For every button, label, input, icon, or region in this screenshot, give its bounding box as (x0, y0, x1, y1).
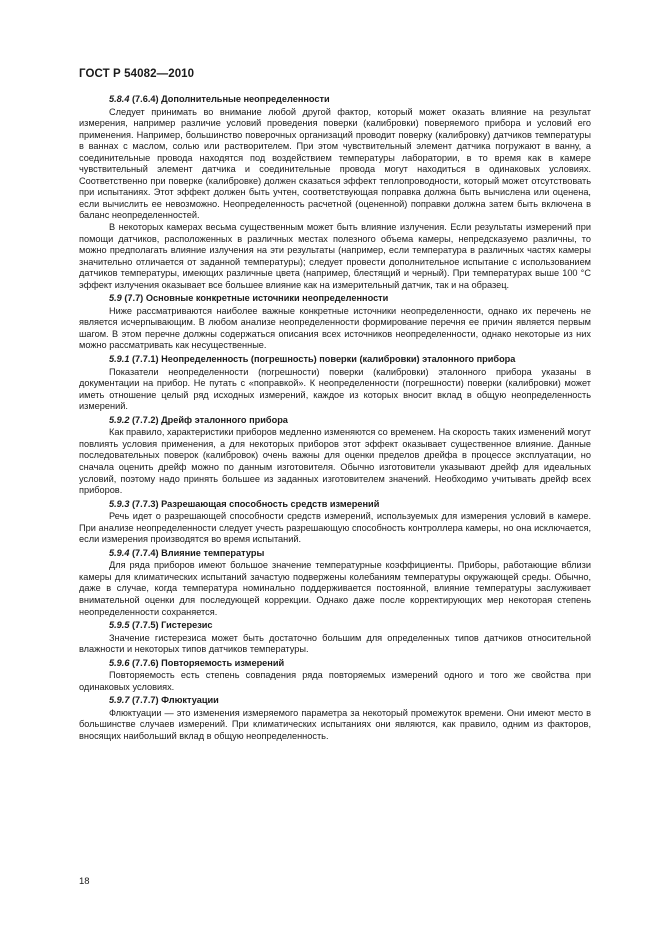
section-title: Дополнительные неопределенности (161, 94, 330, 104)
section-title: Повторяемость измерений (161, 657, 285, 668)
document-header: ГОСТ Р 54082—2010 (79, 68, 195, 80)
paragraph: Показатели неопределенности (погрешности) поверки (калибровки) эталонного прибора указаны в документации на прибор. Не путать с «поправкой». К неопределенности (погрешности) поверки (калибровки) может иметь отношение целый ряд исходных измерений, каждое из которых вносит вклад в общую неопределенность измерений. (79, 366, 591, 412)
page-number: 18 (79, 876, 90, 887)
section-reference: (7.6.4) (132, 94, 159, 104)
section-heading (79, 658, 591, 670)
section-number: 5.9.5 (109, 620, 130, 631)
section-title: Дрейф эталонного прибора (161, 414, 288, 425)
section-heading (79, 293, 591, 305)
section-heading (79, 499, 591, 511)
section-reference: (7.7.3) (132, 498, 159, 509)
section-title: Основные конкретные источники неопределенности (145, 293, 389, 304)
paragraph: Флюктуации — это изменения измеряемого параметра за некоторый промежуток времени. Они имеют место в большинстве случаев измерений. При климатических испытаниях они являются, как правило, одним из факторов, вносящих наибольший вклад в общую неопределенность. (79, 707, 591, 741)
document-body (79, 92, 591, 743)
section-number: 5.9.4 (109, 547, 130, 558)
section-heading (79, 620, 591, 632)
section-number: 5.9.2 (109, 414, 130, 425)
section-title: Разрешающая способность средств измерений (161, 498, 380, 509)
paragraph: Значение гистерезиса может быть достаточно большим для определенных типов датчиков относительной влажности и некоторых типов датчиков температуры. (79, 632, 591, 655)
section-number: 5.9.7 (109, 695, 130, 706)
section-heading (79, 354, 591, 366)
section-heading (79, 548, 591, 560)
paragraph: Как правило, характеристики приборов медленно изменяются со временем. На скорость таких изменений могут повлиять условия применения, а для некоторых приборов этот эффект оказывает существенное влияние. Данные последовательных поверок (калибровок) очень важны для оценки пределов дрейфа в процессе эксплуатации, но сначала оценить дрейф можно по данным изготовителя. Обычно изготовители указывают дрейф для идеальных условий, поэтому надо принять большее из заданных изготовителем значений. Необходимо учитывать дрейф всех приборов. (79, 427, 591, 496)
section-reference: (7.7.1) (132, 354, 159, 365)
section-number: 5.9.6 (109, 657, 130, 668)
section-reference: (7.7) (124, 293, 144, 304)
paragraph: Ниже рассматриваются наиболее важные конкретные источники неопределенности, однако их перечень не является исчерпывающим. В любом анализе неопределенности формирование перечня ее причин является первым шагом. В этом перечне должны содержаться описания всех источников неопределенности, однако некоторые из них можно рассматривать как несущественные. (79, 305, 591, 351)
section-title: Влияние температуры (161, 547, 265, 558)
section-title: Гистерезис (161, 620, 213, 631)
section-heading (79, 415, 591, 427)
paragraph: Следует принимать во внимание любой другой фактор, который может оказать влияние на результат измерения, например различие условий проведения поверки (калибровки) поверяемого прибора и условий его применения. Например, большинство поверочных организаций проводит поверку (калибровку) датчиков температуры в ваннах с маслом, солью или растворителем. При этом чувствительный элемент датчика погружают в ванну, а соединительные провода находятся под воздействием температуры лаборатории, в то время как в камере чувствительный элемент датчика и соединительные провода могут находиться в одинаковых условиях. Соответственно при поверке (калибровке) должен сказаться эффект теплопроводности, который может отсутствовать при испытаниях. Этот эффект должен быть учтен, соответствующая поправка должна быть вычислена или оценена, если вычислить ее невозможно. Неопределенность расчетной (оцененной) поправки должна затем быть включена в баланс неопределенностей. (79, 106, 591, 221)
section-reference: (7.7.5) (132, 620, 159, 631)
section-reference: (7.7.7) (132, 695, 159, 706)
section-number: 5.9.1 (109, 354, 130, 365)
paragraph: Повторяемость есть степень совпадения ряда повторяемых измерений одного и того же свойства при одинаковых условиях. (79, 670, 591, 692)
section-reference: (7.7.2) (132, 414, 159, 425)
section-number: 5.9 (109, 293, 122, 304)
section-heading (79, 94, 591, 106)
section-heading (79, 695, 591, 707)
paragraph: В некоторых камерах весьма существенным может быть влияние излучения. Если результаты измерений при помощи датчиков, расположенных в различных местах полезного объема камеры, непредсказуемо различны, то можно предполагать влияние излучения на эти результаты (например, если температура в различных частях камеры значительно отличается от заданной температуры); следует провести дополнительное испытание с использованием датчиков температуры, имеющих различные цвета (например, блестящий и черный). При температурах выше 100 °С эффект излучения оказывает все большее влияние как на измерительный датчик, так и на образец. (79, 222, 591, 290)
section-number: 5.8.4 (109, 94, 130, 104)
section-reference: (7.7.4) (132, 547, 159, 558)
section-title: Флюктуации (161, 695, 219, 706)
section-reference: (7.7.6) (132, 657, 159, 668)
paragraph: Речь идет о разрешающей способности средств измерений, используемых для измерения условий в камере. При анализе неопределенности следует учесть разрешающую способность контроллера камеры, но она исключается, если измерения производятся во время испытаний. (79, 511, 591, 545)
section-title: Неопределенность (погрешность) поверки (калибровки) эталонного прибора (161, 354, 516, 365)
paragraph: Для ряда приборов имеют большое значение температурные коэффициенты. Приборы, работающие вблизи камеры для климатических испытаний зачастую подвержены колебаниям температуры окружающей среды. Обычно, даже в случае, когда температура номинально поддерживается постоянной, влияние температуры заслуживает внимательной оценки для последующей коррекции. Однако даже после корректирующих мер некоторая степень неопределенности сохраняется. (79, 560, 591, 617)
section-number: 5.9.3 (109, 498, 130, 509)
